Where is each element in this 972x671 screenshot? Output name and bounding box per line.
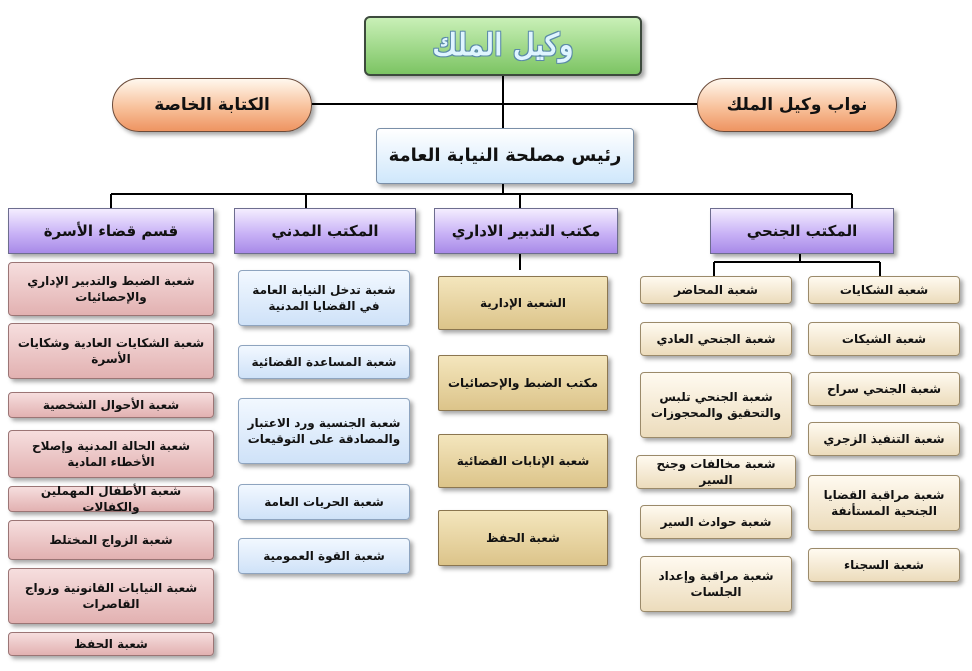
criminal-item-label: شعبة مراقبة القضايا الجنحية المستأنفة: [823, 487, 945, 518]
admin-item-label: مكتب الضبط والإحصائيات: [448, 375, 599, 390]
civil-item-label: شعبة الجنسية ورد الاعتبار والمصادقة على التوقيعات: [247, 415, 401, 446]
private-secretariat-label: الكتابة الخاصة: [154, 94, 270, 115]
criminal-item-label: شعبة الجنحي العادي: [656, 331, 776, 346]
family-item: [8, 262, 214, 316]
admin-item-label: شعبة الإنابات القضائية: [456, 453, 590, 468]
criminal-item-label: شعبة مراقبة وإعداد الجلسات: [658, 568, 774, 599]
civil-item-label: شعبة القوة العمومية: [263, 548, 385, 563]
family-item: [8, 483, 214, 514]
family-item-label: شعبة الضبط والتدبير الإداري والإحصائيات: [27, 273, 195, 304]
family-item-label: شعبة الحفظ: [74, 636, 148, 651]
civil-dept-label: المكتب المدني: [271, 221, 379, 240]
civil-item-label: شعبة تدخل النيابة العامة في القضايا المدنية: [252, 282, 396, 313]
family-item-label: شعبة الأحوال الشخصية: [42, 397, 180, 412]
criminal-right-item: [808, 475, 960, 531]
admin-item-label: شعبة الحفظ: [486, 530, 560, 545]
civil-item: [238, 538, 410, 574]
civil-item-label: شعبة المساعدة القضائية: [251, 354, 397, 369]
family-item: [8, 430, 214, 478]
civil-item: [238, 345, 410, 379]
civil-item: [238, 398, 410, 464]
admin-item: [438, 434, 608, 488]
criminal-left-item: [640, 276, 792, 304]
family-item-label: شعبة النيابات القانونية وزواج القاصرات: [24, 580, 198, 611]
criminal-dept-label: المكتب الجنحي: [746, 221, 858, 240]
admin-item: [438, 276, 608, 330]
criminal-left-item: [640, 322, 792, 356]
top-title: وكيل الملك: [432, 27, 574, 63]
admin-item: [438, 510, 608, 566]
admin-item-label: الشعبة الإدارية: [480, 295, 566, 310]
family-item-label: شعبة الشكايات العادية وشكايات الأسرة: [17, 335, 205, 366]
criminal-item-label: شعبة الشكايات: [839, 282, 929, 297]
criminal-item-label: شعبة الشيكات: [841, 331, 927, 346]
admin-dept-label: مكتب التدبير الاداري: [451, 221, 601, 240]
criminal-right-item: [808, 372, 960, 406]
criminal-right-item: [808, 322, 960, 356]
deputies-label: نواب وكيل الملك: [726, 94, 868, 115]
criminal-dept-head: [710, 208, 894, 254]
family-dept-label: قسم قضاء الأسرة: [43, 221, 179, 240]
family-item: [8, 568, 214, 624]
criminal-left-item: [640, 372, 792, 438]
criminal-item-label: شعبة المحاضر: [674, 282, 758, 297]
criminal-left-item: [636, 455, 796, 489]
family-item-label: شعبة الأطفال المهملين والكفالات: [40, 483, 182, 514]
chief-box: [376, 128, 634, 184]
criminal-item-label: شعبة التنفيذ الزجري: [823, 431, 945, 446]
deputies-box: [697, 78, 897, 132]
criminal-right-item: [808, 276, 960, 304]
criminal-left-item: [640, 505, 792, 539]
criminal-item-label: شعبة مخالفات وجنح السير: [656, 456, 776, 487]
family-item: [8, 632, 214, 656]
chief-label: رئيس مصلحة النيابة العامة: [388, 144, 622, 166]
civil-item-label: شعبة الحريات العامة: [264, 494, 384, 509]
admin-dept-head: [434, 208, 618, 254]
criminal-item-label: شعبة السجناء: [844, 557, 924, 572]
civil-item: [238, 270, 410, 326]
criminal-item-label: شعبة الجنحي تلبس والتحقيق والمحجوزات: [650, 389, 782, 420]
family-dept-head: [8, 208, 214, 254]
family-item-label: شعبة الزواج المختلط: [49, 532, 173, 547]
admin-item: [438, 355, 608, 411]
criminal-item-label: شعبة الجنحي سراح: [826, 381, 942, 396]
family-item-label: شعبة الحالة المدنية وإصلاح الأخطاء المادية: [31, 438, 191, 469]
family-item: [8, 520, 214, 560]
criminal-right-item: [808, 548, 960, 582]
criminal-right-item: [808, 422, 960, 456]
top-title-box: [364, 16, 642, 76]
criminal-item-label: شعبة حوادث السير: [660, 514, 772, 529]
family-item: [8, 323, 214, 379]
civil-dept-head: [234, 208, 416, 254]
civil-item: [238, 484, 410, 520]
private-secretariat-box: [112, 78, 312, 132]
family-item: [8, 392, 214, 418]
criminal-left-item: [640, 556, 792, 612]
